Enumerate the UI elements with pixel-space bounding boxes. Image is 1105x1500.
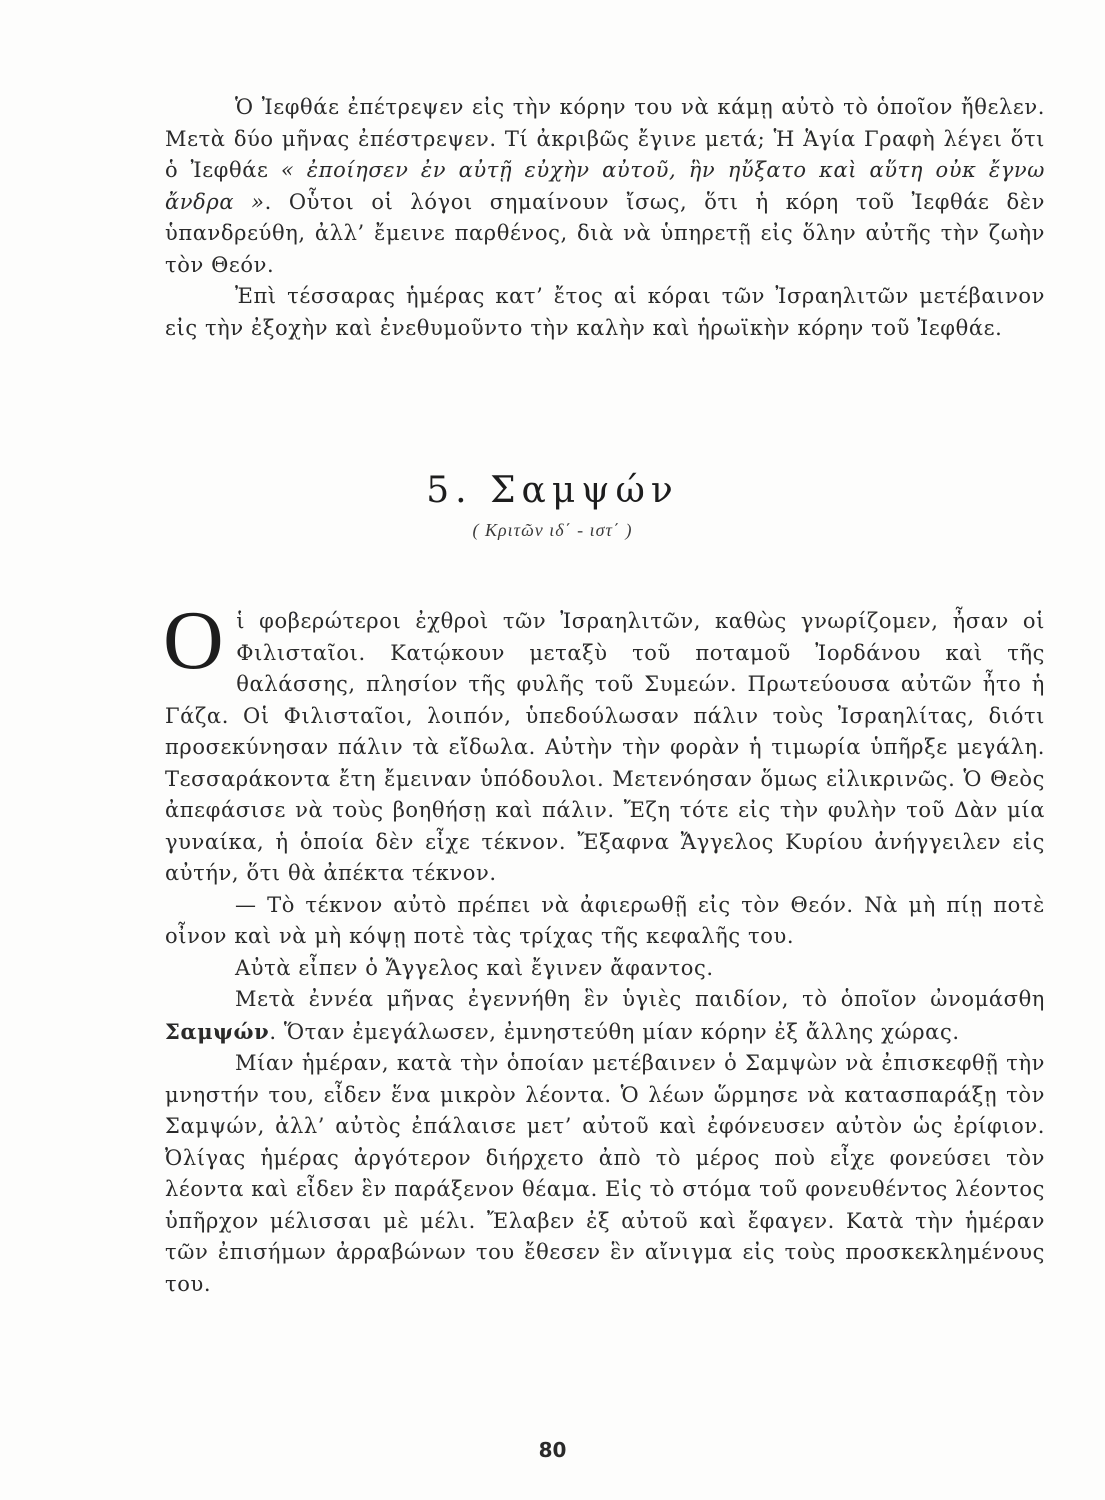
samson-name: Σαμψών bbox=[165, 1018, 270, 1044]
drop-cap: Ο bbox=[163, 594, 225, 687]
paragraph-angel-vanished: Αὐτὰ εἶπεν ὁ Ἄγγελος καὶ ἔγινεν ἄφαντος. bbox=[235, 955, 714, 980]
paragraph-text: . Οὗτοι οἱ λόγοι σημαίνουν ἴσως, ὅτι ἡ κόρη τοῦ Ἰεφθάε δὲν ὑπανδρεύθη, ἀλλ’ ἔμεινε παρθένος, διὰ νὰ ὑπηρετῇ εἰς ὅλην αὐτῆς τὴν ζωὴν τὸν Θεόν. bbox=[165, 189, 1045, 277]
paragraph-text: Ὁ Ἰεφθάε ἐπέτρεψεν εἰς τὴν κόρην του νὰ κάμῃ αὐτὸ τὸ ὁποῖον ἤθελεν. Μετὰ δύο μῆνας ἐπέστρεψεν. Τί ἀκριβῶς ἔγινε μετά; Ἡ Ἁγία Γραφὴ λέγει ὅτι ὁ Ἰεφθάε bbox=[165, 95, 1045, 182]
paragraph-jephthah-vow bbox=[165, 92, 1045, 281]
paragraph-samson-lion: Μίαν ἡμέραν, κατὰ τὴν ὁποίαν μετέβαινεν ὁ Σαμψὼν νὰ ἐπισκεφθῇ τὴν μνηστήν του, εἶδεν ἕνα μικρὸν λέοντα. Ὁ λέων ὥρμησε νὰ κατασπαράξῃ τὸν Σαμψών, ἀλλ’ αὐτὸς ἐπάλαισε μετ’ αὐτοῦ καὶ ἐφόνευσεν αὐτὸν ὡς ἐρίφιον. Ὀλίγας ἡμέρας ἀργότερον διήρχετο ἀπὸ τὸ μέρος ποὺ εἶχε φονεύσει τὸν λέοντα καὶ εἶδεν ἓν παράξενον θέαμα. Εἰς τὸ στόμα τοῦ φονευθέντος λέοντος ὑπῆρχον μέλισσαι μὲ μέλι. Ἔλαβεν ἐξ αὐτοῦ καὶ ἔφαγεν. Κατὰ τὴν ἡμέραν τῶν ἐπισήμων ἀρραβώνων του ἔθεσεν ἓν αἴνιγμα εἰς τοὺς προσκεκλημένους του. bbox=[165, 1051, 1045, 1296]
paragraph-samson-birth bbox=[165, 984, 1045, 1048]
paragraph-text: Μετὰ ἐννέα μῆνας ἐγεννήθη ἓν ὑγιὲς παιδίον, τὸ ὁποῖον ὠνομάσθη bbox=[235, 987, 1045, 1011]
page-number: 80 bbox=[538, 1438, 567, 1462]
paragraph-text: . Ὅταν ἐμεγάλωσεν, ἐμνηστεύθη μίαν κόρην ἐξ ἄλλης χώρας. bbox=[269, 1019, 960, 1044]
paragraph-jephthah-daughters: Ἐπὶ τέσσαρας ἡμέρας κατ’ ἔτος αἱ κόραι τῶν Ἰσραηλιτῶν μετέβαινον εἰς τὴν ἐξοχὴν καὶ ἐνεθυμοῦντο τὴν καλὴν καὶ ἡρωϊκὴν κόρην τοῦ Ἰεφθάε. bbox=[165, 284, 1045, 340]
scripture-quote: « ἐποίησεν ἐν αὐτῇ εὐχὴν αὐτοῦ, ἣν ηὔξατο καὶ αὕτη οὐκ ἔγνω ἄνδρα » bbox=[165, 158, 1045, 214]
chapter-reference: ( Κριτῶν ιδ΄ - ιστ΄ ) bbox=[472, 520, 633, 540]
top-text-block bbox=[165, 92, 1045, 344]
chapter-title: 5. Σαμψών bbox=[426, 470, 679, 511]
paragraph-angel-speech: — Τὸ τέκνον αὐτὸ πρέπει νὰ ἀφιερωθῇ εἰς τὸν Θεόν. Νὰ μὴ πίῃ ποτὲ οἶνον καὶ νὰ μὴ κόψῃ ποτὲ τὰς τρίχας τῆς κεφαλῆς του. bbox=[165, 892, 1045, 948]
paragraph-philistines bbox=[163, 594, 1045, 890]
main-text-block bbox=[163, 594, 1045, 1300]
paragraph-text: ἱ φοβερώτεροι ἐχθροὶ τῶν Ἰσραηλιτῶν, καθὼς γνωρίζομεν, ἦσαν οἱ Φιλισταῖοι. Κατῴκουν μεταξὺ τοῦ ποταμοῦ Ἰορδάνου καὶ τῆς θαλάσσης, πλησίον τῆς φυλῆς τοῦ Συμεών. Πρωτεύουσα αὐτῶν ἦτο ἡ Γάζα. Οἱ Φιλισταῖοι, λοιπόν, ὑπεδούλωσαν πάλιν τοὺς Ἰσραηλίτας, διότι προσεκύνησαν πάλιν τὰ εἴδωλα. Αὐτὴν τὴν φορὰν ἡ τιμωρία ὑπῆρξε μεγάλη. Τεσσαράκοντα ἔτη ἔμειναν ὑπόδουλοι. Μετενόησαν ὅμως εἰλικρινῶς. Ὁ Θεὸς ἀπεφάσισε νὰ τοὺς βοηθήσῃ καὶ πάλιν. Ἔζη τότε εἰς τὴν φυλὴν τοῦ Δὰν μία γυναίκα, ἡ ὁποία δὲν εἶχε τέκνον. Ἔξαφνα Ἄγγελος Κυρίου ἀνήγγειλεν εἰς αὐτήν, ὅτι θὰ ἀπέκτα τέκνον. bbox=[165, 609, 1045, 885]
